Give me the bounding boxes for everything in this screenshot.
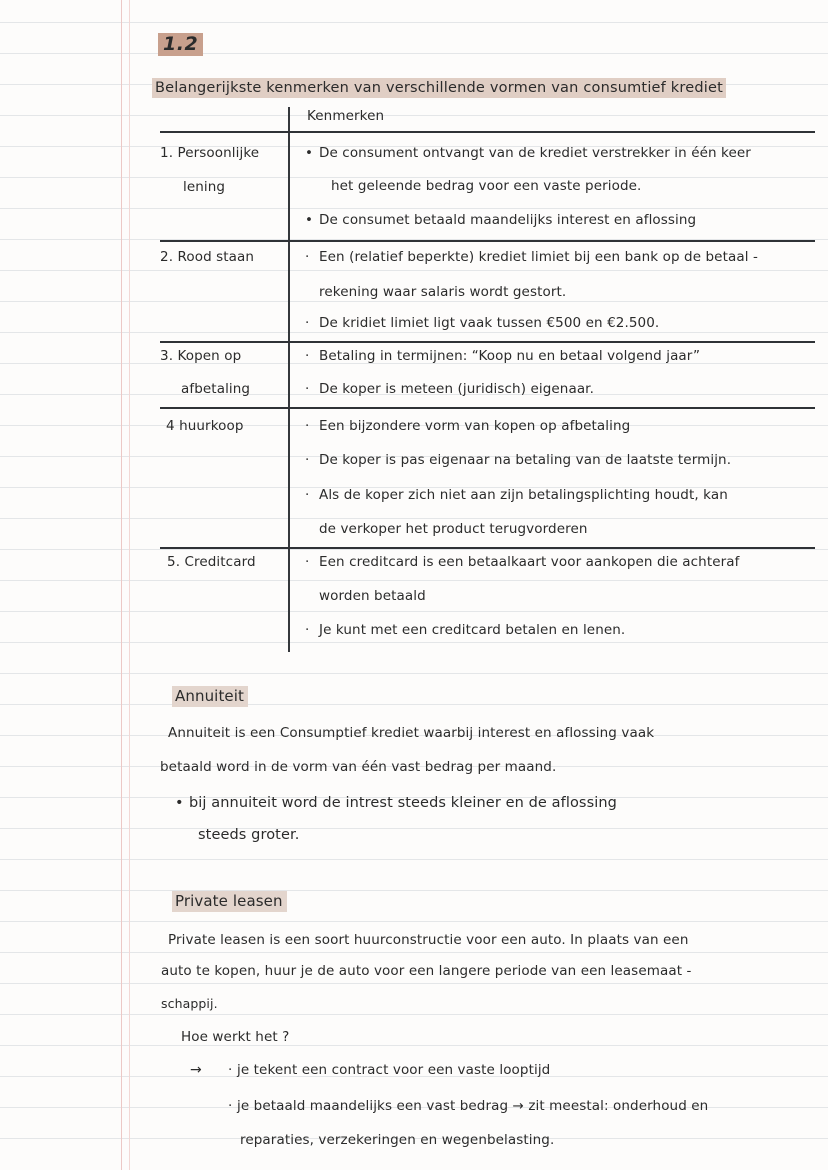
table-cell-line: · De koper is meteen (juridisch) eigenaar. xyxy=(305,381,594,397)
section-bullet-line: · je betaald maandelijks een vast bedrag → zit meestal: onderhoud en xyxy=(228,1098,709,1114)
chapter-number: 1.2 xyxy=(158,33,203,56)
section-paragraph-line: schappij. xyxy=(161,996,218,1011)
table-cell-line: • De consumet betaald maandelijks interest en aflossing xyxy=(305,212,697,228)
section-paragraph-line: betaald word in de vorm van één vast bedrag per maand. xyxy=(160,759,557,775)
bullet-dot: · xyxy=(228,1062,233,1078)
section-bullet-line: • bij annuiteit word de intrest steeds kleiner en de aflossing xyxy=(175,795,617,811)
table-column-divider xyxy=(288,107,290,652)
section-paragraph-line: auto te kopen, huur je de auto voor een langere periode van een leasemaat - xyxy=(161,963,692,979)
table-cell-line: · De kridiet limiet ligt vaak tussen €500 en €2.500. xyxy=(305,315,660,331)
table-row-label-5a: 5. Creditcard xyxy=(167,554,256,570)
section-bullet-line: · je tekent een contract voor een vaste looptijd xyxy=(228,1062,551,1078)
bullet-dot: · xyxy=(305,622,310,638)
table-cell-line: · Betaling in termijnen: “Koop nu en betaal volgend jaar” xyxy=(305,348,701,364)
section-heading-annuiteit: Annuiteit xyxy=(172,686,248,707)
section-heading-private-leasen: Private leasen xyxy=(172,891,287,912)
bullet-dot: · xyxy=(305,452,310,468)
bullet-dot: · xyxy=(305,249,310,265)
table-rule-row1 xyxy=(160,240,815,242)
bullet-dot: • xyxy=(175,795,184,811)
section-bullet-line: reparaties, verzekeringen en wegenbelasting. xyxy=(240,1132,555,1148)
table-cell-line: · Een creditcard is een betaalkaart voor aankopen die achteraf xyxy=(305,554,740,570)
section-paragraph-line: Private leasen is een soort huurconstructie voor een auto. In plaats van een xyxy=(168,932,689,948)
bullet-dot: · xyxy=(228,1098,233,1114)
table-cell-line: rekening waar salaris wordt gestort. xyxy=(319,284,567,300)
bullet-dot: · xyxy=(305,487,310,503)
table-rule-row2 xyxy=(160,341,815,343)
table-row-label-3a: 3. Kopen op xyxy=(160,348,242,364)
table-cell-line: het geleende bedrag voor een vaste periode. xyxy=(331,178,642,194)
table-cell-line: · De koper is pas eigenaar na betaling van de laatste termijn. xyxy=(305,452,732,468)
section-question: Hoe werkt het ? xyxy=(181,1029,290,1045)
table-cell-line: · Een (relatief beperkte) krediet limiet bij een bank op de betaal - xyxy=(305,249,758,265)
bullet-dot: • xyxy=(305,212,314,228)
table-row-label-1b: lening xyxy=(183,179,226,195)
table-row-label-1a: 1. Persoonlijke xyxy=(160,145,260,161)
bullet-dot: · xyxy=(305,348,310,364)
table-rule-row4 xyxy=(160,547,815,549)
table-rule-row3 xyxy=(160,407,815,409)
table-column-header-kenmerken: Kenmerken xyxy=(307,108,385,124)
arrow-right-icon: → xyxy=(190,1062,202,1078)
table-cell-line: · Een bijzondere vorm van kopen op afbetaling xyxy=(305,418,631,434)
section-bullet-line: steeds groter. xyxy=(198,827,300,843)
table-row-label-4a: 4 huurkoop xyxy=(166,418,244,434)
table-rule-header xyxy=(160,131,815,133)
table-row-label-3b: afbetaling xyxy=(181,381,251,397)
table-cell-line: worden betaald xyxy=(319,588,426,604)
page-title: Belangerijkste kenmerken van verschillende vormen van consumtief krediet xyxy=(152,78,726,98)
table-cell-line: de verkoper het product terugvorderen xyxy=(319,521,588,537)
table-cell-line: · Als de koper zich niet aan zijn betalingsplichting houdt, kan xyxy=(305,487,728,503)
bullet-dot: · xyxy=(305,554,310,570)
bullet-dot: · xyxy=(305,381,310,397)
bullet-dot: · xyxy=(305,315,310,331)
bullet-dot: • xyxy=(305,145,314,161)
table-cell-line: · Je kunt met een creditcard betalen en lenen. xyxy=(305,622,626,638)
table-cell-line: • De consument ontvangt van de krediet verstrekker in één keer xyxy=(305,145,751,161)
bullet-dot: · xyxy=(305,418,310,434)
section-paragraph-line: Annuiteit is een Consumptief krediet waarbij interest en aflossing vaak xyxy=(168,725,655,741)
table-row-label-2a: 2. Rood staan xyxy=(160,249,255,265)
